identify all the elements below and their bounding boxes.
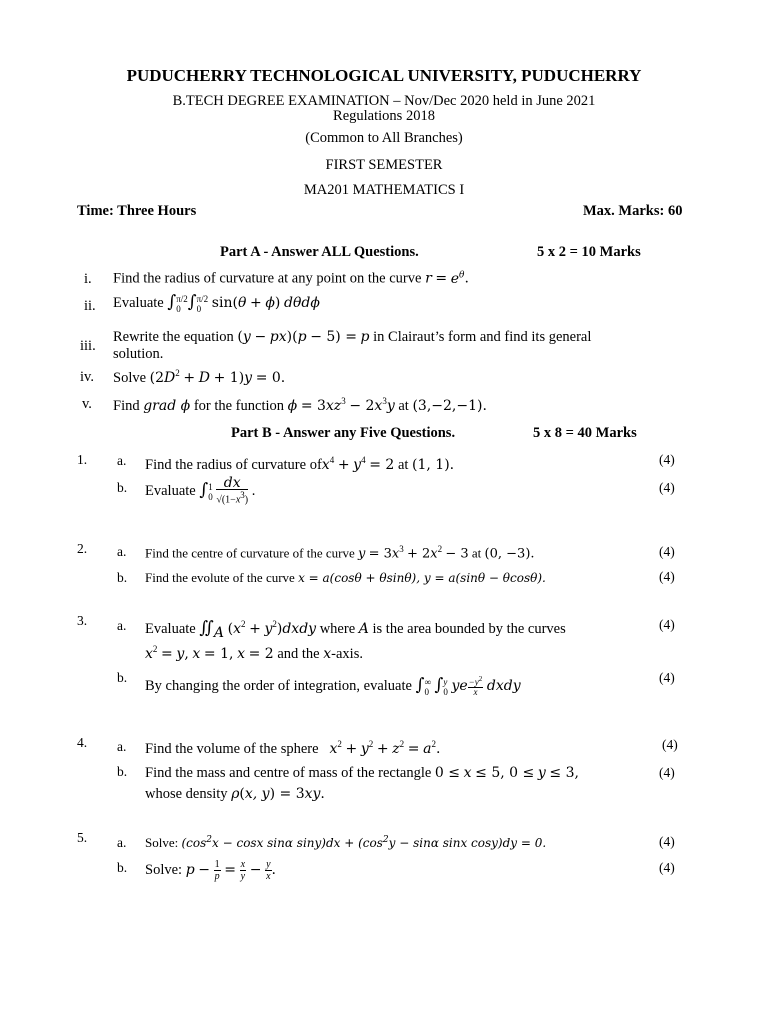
- exam-title: B.TECH DEGREE EXAMINATION – Nov/Dec 2020 held in June 2021: [172, 93, 596, 109]
- part-b-q1b: Evaluate ∫ 1 0 $\frac{dx}{√(1-x^3)}$ .: [145, 475, 256, 506]
- common-branches: (Common to All Branches): [305, 130, 463, 146]
- part-b-q5-number: 5.: [77, 830, 88, 845]
- part-a-q5: Find grad ϕ for the function $\phi = 3xz^3 - 2x^3y$ at (3,−2,−1).: [113, 396, 487, 414]
- part-b-q5a-marks: (4): [659, 834, 675, 849]
- part-b-q3b-marks: (4): [659, 670, 675, 685]
- part-b-q2a: Find the centre of curvature of the curve $y = 3x^3 + 2x^2 - 3$ at (0, −3).: [145, 544, 535, 562]
- part-b-q5b-marks: (4): [659, 860, 675, 875]
- university-title: PUDUCHERRY TECHNOLOGICAL UNIVERSITY, PUDUCHERRY: [126, 66, 642, 85]
- regulations: Regulations 2018: [333, 108, 435, 124]
- part-b-q1b-marks: (4): [659, 480, 675, 495]
- part-b-q4a: Find the volume of the sphere $x^2 + y^2 + z^2 = a^2$.: [145, 739, 441, 757]
- part-b-q5a-label: a.: [117, 835, 127, 850]
- part-a-q3: Rewrite the equation (y − px)(p − 5) = p in Clairaut’s form and find its general: [113, 329, 592, 345]
- part-b-q3a-label: a.: [117, 618, 127, 633]
- part-b-q4a-marks: (4): [662, 737, 678, 752]
- part-b-q3a: Evaluate $∬_A$ ($x^2$ + $y^2)dxdy$ where A is the area bounded by the curves: [145, 618, 566, 641]
- part-b-q3a-cont: $x^2 = y$, x = 1, x = 2 and the x-axis.: [145, 644, 363, 662]
- course-title: MA201 MATHEMATICS I: [303, 182, 465, 198]
- part-b-q4b-label: b.: [117, 764, 128, 779]
- part-b-q2b-marks: (4): [659, 569, 675, 584]
- part-b-q2a-label: a.: [117, 544, 127, 559]
- part-a-q4-number: iv.: [80, 369, 94, 385]
- part-a-q1-number: i.: [84, 271, 92, 287]
- part-a-q2-number: ii.: [84, 298, 96, 314]
- part-a-q5-number: v.: [82, 396, 92, 412]
- part-b-q5b-label: b.: [117, 860, 128, 875]
- part-a-q4: Solve $(2D^2 + D + 1)y = 0$.: [113, 368, 286, 386]
- part-b-q5b: Solve: p − $\frac{1}{p}$ = $\frac{x}{y}$ − $\frac{y}{x}$ .: [145, 859, 276, 882]
- part-b-q3-number: 3.: [77, 613, 88, 628]
- part-b-q1a: Find the radius of curvature $ofx^4 + y^4 = 2$ at (1, 1).: [145, 455, 455, 473]
- part-b-marks: 5 x 8 = 40 Marks: [533, 425, 637, 441]
- part-b-q4b-marks: (4): [659, 765, 675, 780]
- part-a-marks: 5 x 2 = 10 Marks: [537, 244, 641, 260]
- max-marks: Max. Marks: 60: [583, 203, 683, 219]
- part-b-q2a-marks: (4): [659, 544, 675, 559]
- part-b-q4a-label: a.: [117, 739, 127, 754]
- part-b-q4b: Find the mass and centre of mass of the rectangle 0 ≤ x ≤ 5, 0 ≤ y ≤ 3,: [145, 765, 579, 781]
- part-a-q3-cont: solution.: [113, 346, 164, 362]
- part-b-q2-number: 2.: [77, 541, 88, 556]
- part-b-q1a-marks: (4): [659, 452, 675, 467]
- part-b-q3b-label: b.: [117, 670, 128, 685]
- part-b-q2b: Find the evolute of the curve x = a(cosθ + θsinθ), y = a(sinθ − θcosθ).: [145, 570, 546, 585]
- part-a-heading: Part A - Answer ALL Questions.: [220, 244, 419, 260]
- part-b-q5a: Solve: ($\cos^2x - \cos x$ sinα $\sin y)dx + (\cos^2y - \sin\alpha$ sinx cosy)dy = 0.: [145, 835, 547, 850]
- part-b-q1-number: 1.: [77, 452, 88, 467]
- part-b-q4-number: 4.: [77, 735, 88, 750]
- part-a-q3-number: iii.: [80, 338, 96, 354]
- part-b-q4b-cont: whose density ρ(x, y) = 3xy.: [145, 786, 325, 802]
- part-b-q3b: By changing the order of integration, evaluate ∫ ∞ 0 ∫ y 0 ye $\frac{-y^2}{x}$ dxdy: [145, 675, 521, 697]
- time-label: Time: Three Hours: [77, 203, 197, 219]
- semester: FIRST SEMESTER: [325, 157, 443, 173]
- part-a-q2: Evaluate ∫ π/2 0 ∫ π/2 0 sin(θ + ϕ) dθdϕ: [113, 292, 320, 314]
- part-b-q1b-label: b.: [117, 480, 128, 495]
- part-b-q3a-marks: (4): [659, 617, 675, 632]
- part-b-q2b-label: b.: [117, 570, 128, 585]
- part-b-heading: Part B - Answer any Five Questions.: [231, 425, 456, 441]
- part-a-q1: Find the radius of curvature at any point on the curve $r = e^\theta$.: [113, 270, 469, 287]
- part-b-q1a-label: a.: [117, 453, 127, 468]
